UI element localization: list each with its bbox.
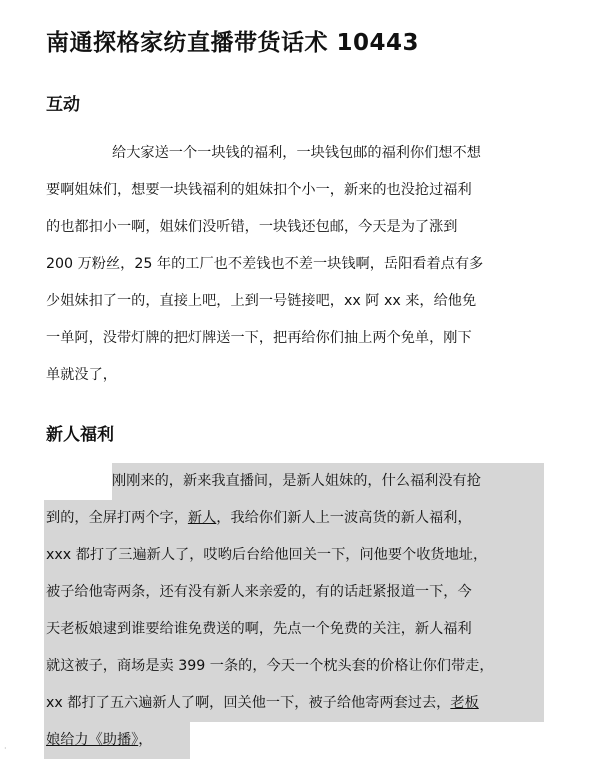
paragraph-line: 天老板娘逮到谁要给谁免费送的啊，先点一个免费的关注，新人福利 bbox=[46, 621, 472, 637]
line-segment: ， bbox=[138, 732, 153, 748]
paragraph-line bbox=[46, 722, 546, 759]
paragraph-line bbox=[46, 500, 546, 537]
paragraph-line: 要啊姐妹们，想要一块钱福利的姐妹扣个小一，新来的也没抢过福利 bbox=[46, 182, 472, 198]
underlined-text: 老板 bbox=[450, 695, 479, 711]
section-heading-newcomer-benefits: 新人福利 bbox=[46, 425, 114, 445]
interaction-paragraph bbox=[46, 135, 546, 394]
paragraph-line: 给大家送一个一块钱的福利，一块钱包邮的福利你们想不想 bbox=[112, 145, 481, 161]
document-title: 南通探格家纺直播带货话术 10443 bbox=[46, 30, 420, 56]
line-segment: 到的，全屏打两个字， bbox=[46, 510, 188, 526]
paragraph-line: xxx 都打了三遍新人了，哎哟后台给他回关一下，问他要个收货地址， bbox=[46, 547, 488, 563]
line-segment: xx 都打了五六遍新人了啊，回关他一下，被子给他寄两套过去， bbox=[46, 695, 451, 711]
paragraph-line: 一单阿，没带灯牌的把灯牌送一下，把再给你们抽上两个免单，刚下 bbox=[46, 330, 472, 346]
line-segment: ，我给你们新人上一波高货的新人福利， bbox=[216, 510, 472, 526]
paragraph-line: 200 万粉丝，25 年的工厂也不差钱也不差一块钱啊，岳阳看着点有多 bbox=[46, 256, 484, 272]
paragraph-line: 就这被子，商场是卖 399 一条的，今天一个枕头套的价格让你们带走， bbox=[46, 658, 494, 674]
paragraph-line: 单就没了， bbox=[46, 367, 117, 383]
paragraph-line: 的也都扣小一啊，姐妹们没听错，一块钱还包邮，今天是为了涨到 bbox=[46, 219, 458, 235]
paragraph-line bbox=[46, 685, 546, 722]
underlined-text: 新人 bbox=[187, 510, 217, 526]
section-heading-interaction: 互动 bbox=[46, 95, 80, 115]
corner-mark: · bbox=[4, 744, 7, 753]
paragraph-line: 被子给他寄两条，还有没有新人来亲爱的，有的话赶紧报道一下，今 bbox=[46, 584, 472, 600]
underlined-text: 娘给力《助播》 bbox=[46, 732, 139, 748]
newcomer-benefits-paragraph bbox=[46, 463, 546, 759]
paragraph-line: 少姐妹扣了一的，直接上吧，上到一号链接吧，xx 阿 xx 来，给他免 bbox=[46, 293, 477, 309]
paragraph-line: 刚刚来的，新来我直播间，是新人姐妹的，什么福利没有抢 bbox=[112, 473, 481, 489]
